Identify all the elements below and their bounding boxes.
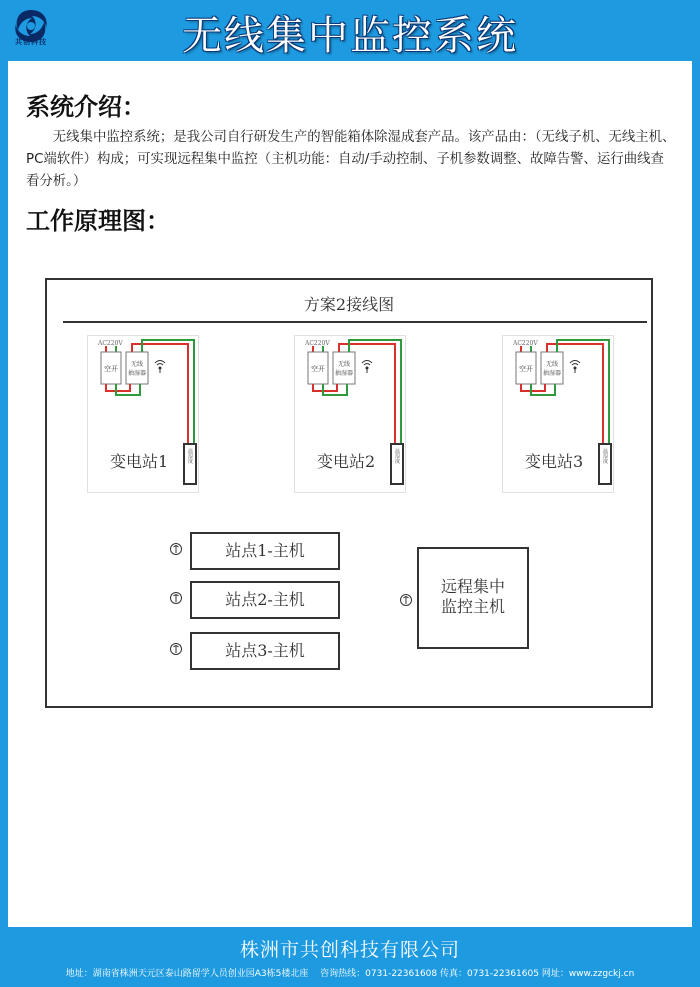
dehumidifier-box xyxy=(126,352,148,384)
deh2-label: 抽湿器 xyxy=(334,370,354,377)
page-title: 无线集中监控系统 xyxy=(182,13,518,59)
host-box-3: 站点3-主机 xyxy=(190,632,340,670)
ac-label: AC220V xyxy=(98,340,123,347)
intro-paragraph: 无线集中监控系统；是我公司自行研发生产的智能箱体除湿成套产品。该产品由：（无线子机、无线主机、PC端软件）构成；可实现远程集中监控（主机功能：自动/手动控制、子机参数调整、故障告警、运行曲线查看分析。） xyxy=(26,130,676,189)
breaker-label: 空开 xyxy=(519,365,533,373)
logo-text: 共创科技 xyxy=(15,38,47,46)
header xyxy=(0,0,700,60)
station-panel-3 xyxy=(502,335,614,493)
remote-monitor-host xyxy=(417,547,529,649)
remote-line-1: 远程集中 xyxy=(440,577,505,596)
station-panel-1 xyxy=(87,335,199,493)
company-name: 株洲市共创科技有限公司 xyxy=(239,939,460,961)
antenna-icon xyxy=(399,593,413,607)
station-panel-2 xyxy=(294,335,406,493)
ac-label: AC220V xyxy=(305,340,330,347)
host-box-2: 站点2-主机 xyxy=(190,581,340,619)
station-label: 变电站3 xyxy=(525,452,584,471)
deh2-label: 抽湿器 xyxy=(542,370,562,377)
diagram-divider xyxy=(63,321,647,323)
antenna-icon xyxy=(169,542,183,556)
breaker-label: 空开 xyxy=(104,365,118,373)
intro-heading: 系统介绍： xyxy=(26,93,146,121)
deh1-label: 无线 xyxy=(130,361,144,368)
antenna-icon xyxy=(169,642,183,656)
breaker-label: 空开 xyxy=(311,365,325,373)
footer xyxy=(0,927,700,987)
sensor-label: 温湿度 xyxy=(187,448,193,464)
wifi-icon xyxy=(570,361,580,374)
diagram-title: 方案2接线图 xyxy=(303,295,395,314)
remote-line-2: 监控主机 xyxy=(440,597,505,616)
principle-heading: 工作原理图： xyxy=(26,207,170,235)
wifi-icon xyxy=(155,361,165,374)
station-label: 变电站2 xyxy=(317,452,376,471)
ac-label: AC220V xyxy=(513,340,538,347)
deh1-label: 无线 xyxy=(337,361,351,368)
host-box-1: 站点1-主机 xyxy=(190,532,340,570)
content-panel xyxy=(8,61,692,927)
wifi-icon xyxy=(362,361,372,374)
contact-address: 地址：湖南省株洲天元区泰山路留学人员创业园A3栋5楼北座 咨询热线：0731-22361608 传真：0731-22361605 网址：www.zzgckj.cn xyxy=(65,969,635,979)
sensor-label: 温湿度 xyxy=(394,448,400,464)
deh2-label: 抽湿器 xyxy=(127,370,147,377)
station-label: 变电站1 xyxy=(110,452,169,471)
deh1-label: 无线 xyxy=(545,361,559,368)
antenna-icon xyxy=(169,591,183,605)
wiring-diagram xyxy=(45,278,653,708)
sensor-label: 温湿度 xyxy=(602,448,608,464)
